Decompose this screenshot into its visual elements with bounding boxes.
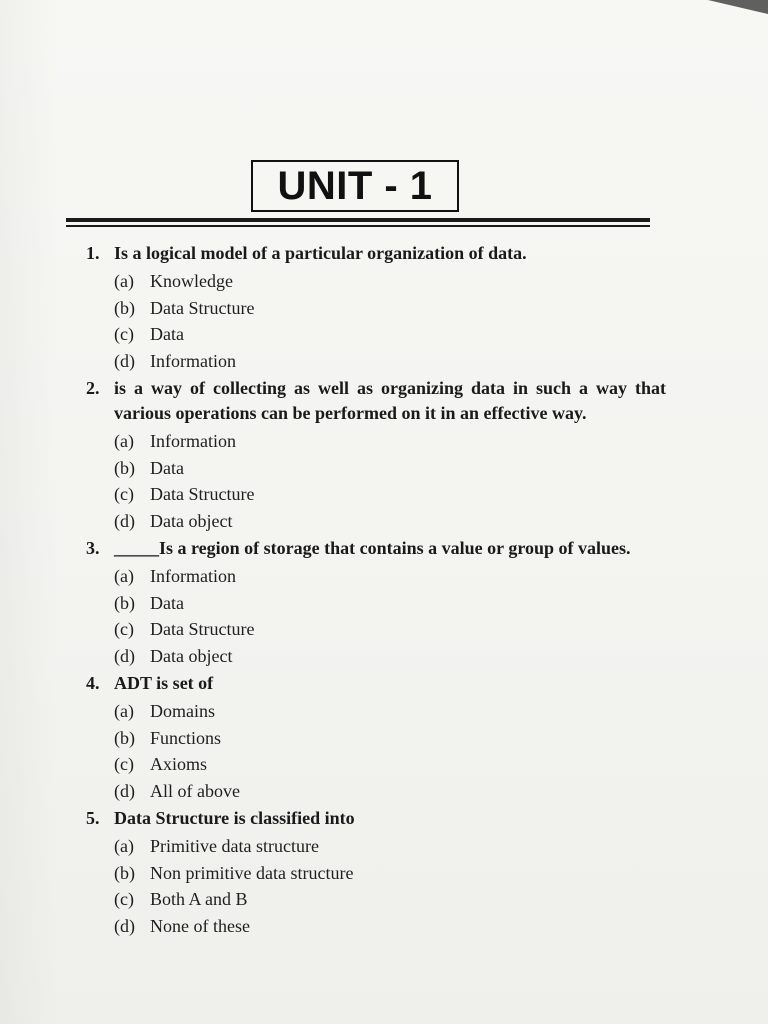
option-text: Data object xyxy=(150,510,233,531)
option-text: Information xyxy=(150,566,236,586)
question-number: 1. xyxy=(86,243,100,263)
option-b xyxy=(114,725,666,752)
option-c xyxy=(114,886,666,913)
option-a xyxy=(114,833,666,860)
option-b xyxy=(114,590,666,617)
option-a xyxy=(114,698,666,725)
option-list xyxy=(86,428,666,534)
option-label: (b) xyxy=(114,727,135,748)
option-label: (d) xyxy=(114,780,135,801)
option-list xyxy=(86,268,666,374)
title-rule-thick xyxy=(66,218,650,222)
option-text: Knowledge xyxy=(150,271,233,291)
option-text: Functions xyxy=(150,727,222,748)
option-text: Axioms xyxy=(150,754,208,774)
option-d xyxy=(114,913,666,940)
question-list xyxy=(86,241,666,941)
option-label: (a) xyxy=(114,271,134,291)
option-label: (c) xyxy=(114,889,134,909)
option-b xyxy=(114,295,666,322)
question-1 xyxy=(86,241,666,374)
option-a xyxy=(114,268,666,295)
option-label: (c) xyxy=(114,619,134,639)
option-d xyxy=(114,348,666,375)
title-rule-thin xyxy=(66,225,650,227)
question-text: Is a logical model of a particular organization of data. xyxy=(114,243,527,263)
option-d xyxy=(114,643,666,670)
option-label: (d) xyxy=(114,915,135,936)
option-label: (b) xyxy=(114,592,135,613)
option-label: (d) xyxy=(114,510,135,531)
question-2 xyxy=(86,376,666,534)
option-text: Domains xyxy=(150,701,215,721)
option-text: Data xyxy=(150,324,184,344)
option-a xyxy=(114,428,666,455)
option-label: (d) xyxy=(114,350,135,371)
page-corner-shadow xyxy=(708,0,768,14)
option-label: (a) xyxy=(114,566,134,586)
option-text: Primitive data structure xyxy=(150,836,319,856)
question-text: ADT is set of xyxy=(114,673,214,693)
option-label: (b) xyxy=(114,862,135,883)
option-label: (b) xyxy=(114,457,135,478)
option-label: (a) xyxy=(114,701,134,721)
option-label: (d) xyxy=(114,645,135,666)
unit-title-text: UNIT - 1 xyxy=(277,163,433,208)
option-list xyxy=(86,698,666,804)
option-text: None of these xyxy=(150,915,250,936)
option-label: (a) xyxy=(114,431,134,451)
option-text: Information xyxy=(150,431,236,451)
question-3 xyxy=(86,536,666,669)
option-text: Non primitive data structure xyxy=(150,862,354,883)
option-list xyxy=(86,563,666,669)
option-text: Data Structure xyxy=(150,484,255,504)
option-text: All of above xyxy=(150,780,240,801)
option-c xyxy=(114,321,666,348)
option-text: Data Structure xyxy=(150,619,255,639)
option-label: (b) xyxy=(114,297,135,318)
option-text: Both A and B xyxy=(150,889,248,909)
option-text: Data xyxy=(150,592,184,613)
option-text: Data Structure xyxy=(150,297,255,318)
question-number: 2. xyxy=(86,378,100,398)
option-text: Data object xyxy=(150,645,233,666)
option-d xyxy=(114,778,666,805)
question-text: Data Structure is classified into xyxy=(114,808,355,828)
page-edge-shadow xyxy=(0,0,60,1024)
option-c xyxy=(114,616,666,643)
question-number: 3. xyxy=(86,538,100,558)
question-text: _____Is a region of storage that contains a value or group of values. xyxy=(114,538,631,558)
option-text: Information xyxy=(150,350,236,371)
option-b xyxy=(114,455,666,482)
option-label: (c) xyxy=(114,754,134,774)
question-number: 4. xyxy=(86,673,100,693)
option-list xyxy=(86,833,666,939)
question-4 xyxy=(86,671,666,804)
option-c xyxy=(114,751,666,778)
option-label: (c) xyxy=(114,484,134,504)
option-d xyxy=(114,508,666,535)
option-c xyxy=(114,481,666,508)
option-a xyxy=(114,563,666,590)
option-b xyxy=(114,860,666,887)
unit-title xyxy=(251,160,459,212)
option-label: (c) xyxy=(114,324,134,344)
question-number: 5. xyxy=(86,808,100,828)
question-5 xyxy=(86,806,666,939)
question-text: is a way of collecting as well as organizing data in such a way that various operations can be performed on it in an effective way. xyxy=(114,378,666,423)
option-text: Data xyxy=(150,457,184,478)
option-label: (a) xyxy=(114,836,134,856)
